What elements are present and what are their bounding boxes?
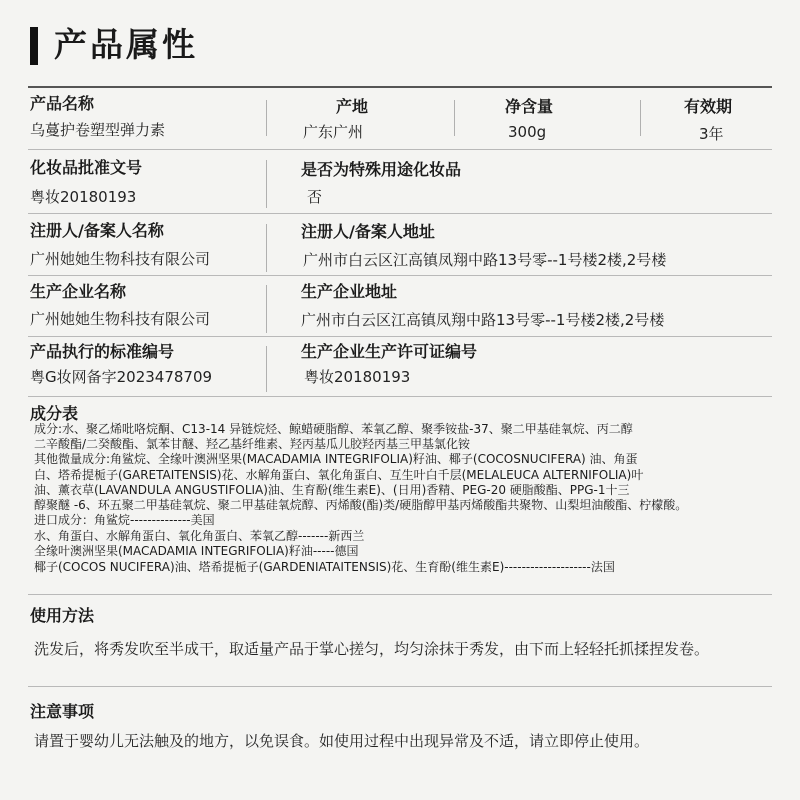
ingredient-line: 成分:水、聚乙烯吡咯烷酮、C13-14 异链烷烃、鲸蜡硬脂醇、苯氧乙醇、聚季铵盐-37、聚二甲基硅氧烷、丙二醇: [34, 422, 633, 436]
column-divider: [266, 100, 267, 136]
title-divider: [28, 86, 772, 88]
approval-number-value: 粤妆20180193: [30, 188, 137, 206]
shelf-life-value: 3年: [699, 125, 724, 143]
net-content-label: 净含量: [505, 97, 554, 116]
ingredient-line: 水、角蛋白、水解角蛋白、氧化角蛋白、苯氧乙醇-------新西兰: [34, 529, 365, 543]
net-content-value: 300g: [508, 123, 547, 141]
row-divider: [28, 396, 772, 397]
title-accent-bar: [30, 27, 38, 65]
column-divider: [266, 224, 267, 272]
ingredient-line: 全缘叶澳洲坚果(MACADAMIA INTEGRIFOLIA)籽油-----德国: [34, 544, 359, 558]
notice-title: 注意事项: [30, 702, 95, 721]
approval-number-label: 化妆品批准文号: [30, 158, 143, 177]
manufacturer-name-value: 广州她她生物科技有限公司: [30, 310, 211, 328]
registrant-address-value: 广州市白云区江高镇凤翔中路13号零--1号楼2楼,2号楼: [303, 251, 667, 269]
manufacturer-address-value: 广州市白云区江高镇凤翔中路13号零--1号楼2楼,2号楼: [301, 311, 665, 329]
registrant-name-label: 注册人/备案人名称: [30, 221, 164, 240]
origin-label: 产地: [336, 97, 369, 116]
row-divider: [28, 149, 772, 150]
shelf-life-label: 有效期: [684, 97, 733, 116]
product-name-value: 乌蔓护卷塑型弹力素: [30, 121, 166, 139]
registrant-address-label: 注册人/备案人地址: [301, 222, 435, 241]
row-divider: [28, 275, 772, 276]
usage-text: 洗发后，将秀发吹至半成干，取适量产品于掌心搓匀，均匀涂抹于秀发，由下而上轻轻托抓揉捏发卷。: [34, 640, 710, 658]
ingredient-line: 二辛酸酯/二癸酸酯、氯苯甘醚、羟乙基纤维素、羟丙基瓜儿胶羟丙基三甲基氯化铵: [34, 437, 471, 451]
manufacturer-name-label: 生产企业名称: [30, 282, 127, 301]
production-license-label: 生产企业生产许可证编号: [301, 342, 478, 361]
column-divider: [266, 160, 267, 208]
ingredients-title: 成分表: [30, 404, 79, 423]
registrant-name-value: 广州她她生物科技有限公司: [30, 250, 211, 268]
origin-value: 广东广州: [303, 123, 364, 141]
row-divider: [28, 336, 772, 337]
standard-number-label: 产品执行的标准编号: [30, 342, 175, 361]
ingredient-line: 其他微量成分:角鲨烷、全缘叶澳洲坚果(MACADAMIA INTEGRIFOLIA)籽油、椰子(COCOSNUCIFERA) 油、角蛋: [34, 452, 638, 466]
section-divider: [28, 686, 772, 687]
ingredient-line: 椰子(COCOS NUCIFERA)油、塔希提栀子(GARDENIATAITENSIS)花、生育酚(维生素E)--------------------法国: [34, 560, 615, 574]
row-divider: [28, 213, 772, 214]
special-use-value: 否: [307, 188, 323, 206]
product-name-label: 产品名称: [30, 94, 95, 113]
ingredient-line: 白、塔希提栀子(GARETAITENSIS)花、水解角蛋白、氧化角蛋白、互生叶白千层(MELALEUCA ALTERNIFOLIA)叶: [34, 468, 644, 482]
column-divider: [454, 100, 455, 136]
notice-text: 请置于婴幼儿无法触及的地方，以免误食。如使用过程中出现异常及不适，请立即停止使用。: [34, 732, 650, 750]
standard-number-value: 粤G妆网备字2023478709: [30, 368, 213, 386]
special-use-label: 是否为特殊用途化妆品: [301, 160, 462, 179]
column-divider: [266, 346, 267, 392]
column-divider: [640, 100, 641, 136]
manufacturer-address-label: 生产企业地址: [301, 282, 398, 301]
usage-title: 使用方法: [30, 606, 95, 625]
ingredient-line: 油、薰衣草(LAVANDULA ANGUSTIFOLIA)油、生育酚(维生素E)、(日用)香精、PEG-20 硬脂酸酯、PPG-1十三: [34, 483, 630, 497]
ingredient-line: 进口成分：角鲨烷--------------美国: [34, 513, 215, 527]
column-divider: [266, 285, 267, 333]
production-license-value: 粤妆20180193: [304, 368, 411, 386]
section-divider: [28, 594, 772, 595]
ingredient-line: 醇聚醚 -6、环五聚二甲基硅氧烷、聚二甲基硅氧烷醇、丙烯酸(酯)类/硬脂醇甲基丙烯酸酯共聚物、山梨坦油酸酯、柠檬酸。: [34, 498, 688, 512]
page-title: 产品属性: [54, 25, 198, 64]
